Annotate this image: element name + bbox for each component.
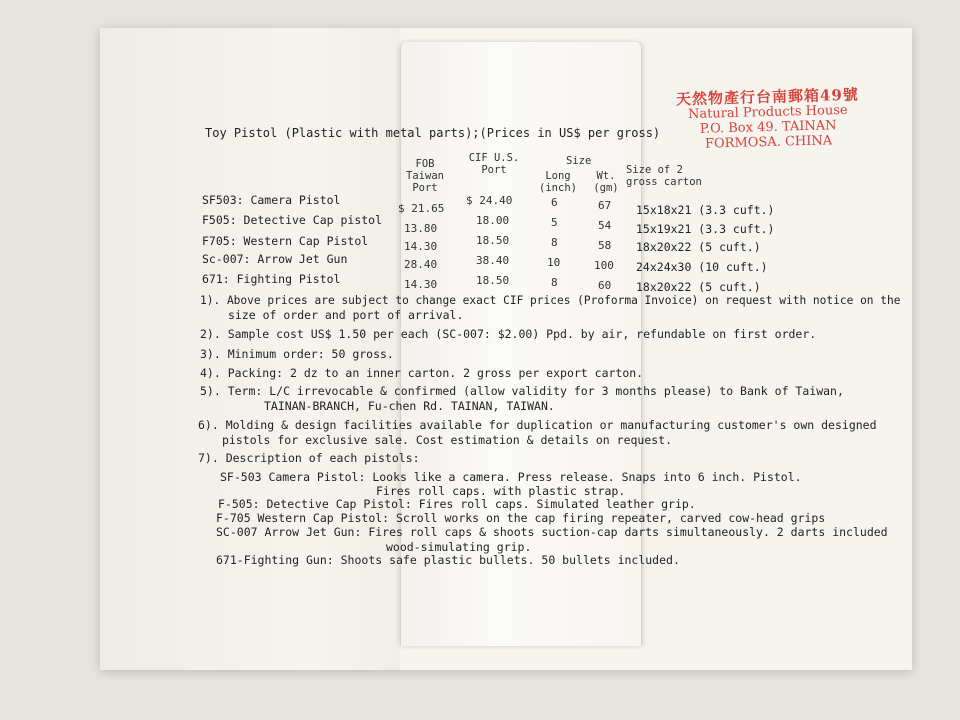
header-cif: CIF U.S. Port: [468, 152, 520, 176]
length: 10: [547, 256, 561, 269]
length: 5: [551, 216, 558, 229]
product-name: 671: Fighting Pistol: [202, 272, 341, 286]
header-wt: Wt. (gm): [593, 170, 619, 194]
company-stamp: [667, 87, 869, 152]
description-line: F-705 Western Cap Pistol: Scroll works on the cap firing repeater, carved cow-head grips: [216, 511, 826, 525]
length: 8: [551, 276, 558, 289]
description-line: Fires roll caps. with plastic strap.: [376, 484, 626, 498]
cif-price: 18.00: [476, 214, 510, 227]
cif-price: 18.50: [476, 234, 510, 247]
length: 8: [551, 236, 558, 249]
description-line: SC-007 Arrow Jet Gun: Fires roll caps & shoots suction-cap darts simultaneously. 2 darts included: [216, 525, 888, 539]
note-line: 2). Sample cost US$ 1.50 per each (SC-007: $2.00) Ppd. by air, refundable on first order.: [200, 327, 817, 341]
note-line: TAINAN-BRANCH, Fu-chen Rd. TAINAN, TAIWAN.: [264, 399, 555, 413]
fob-price: $ 21.65: [398, 202, 445, 215]
header-size: Size: [566, 155, 592, 167]
description-line: wood-simulating grip.: [386, 540, 532, 554]
fob-price: 14.30: [404, 278, 438, 291]
product-name: SF503: Camera Pistol: [202, 193, 341, 207]
weight: 100: [594, 259, 614, 272]
length: 6: [551, 196, 558, 209]
weight: 54: [598, 219, 612, 232]
stamp-line3: FORMOSA. CHINA: [704, 133, 833, 152]
carton-size: 18x20x22 (5 cuft.): [636, 280, 761, 294]
product-name: F505: Detective Cap pistol: [202, 213, 383, 227]
description-line: SF-503 Camera Pistol: Looks like a camera. Press release. Snaps into 6 inch. Pistol.: [220, 470, 802, 484]
carton-size: 15x19x21 (3.3 cuft.): [636, 222, 775, 236]
note-line: 5). Term: L/C irrevocable & confirmed (allow validity for 3 months please) to Bank of Taiwan,: [200, 384, 844, 398]
weight: 60: [598, 279, 612, 292]
fob-price: 14.30: [404, 240, 438, 253]
description-line: F-505: Detective Cap Pistol: Fires roll caps. Simulated leather grip.: [218, 497, 696, 511]
note-line: size of order and port of arrival.: [228, 308, 464, 322]
carton-size: 24x24x30 (10 cuft.): [636, 260, 768, 274]
note-line: 3). Minimum order: 50 gross.: [200, 347, 394, 361]
header-fob: FOB Taiwan Port: [406, 158, 444, 194]
carton-size: 18x20x22 (5 cuft.): [636, 240, 761, 254]
note-line: 7). Description of each pistols:: [198, 451, 420, 465]
weight: 67: [598, 199, 612, 212]
fob-price: 28.40: [404, 258, 438, 271]
price-list-title: Toy Pistol (Plastic with metal parts);(Prices in US$ per gross): [205, 126, 661, 140]
note-line: pistols for exclusive sale. Cost estimation & details on request.: [222, 433, 673, 447]
weight: 58: [598, 239, 612, 252]
cif-price: $ 24.40: [466, 194, 513, 207]
note-line: 6). Molding & design facilities available for duplication or manufacturing customer's own designed: [198, 418, 877, 432]
carton-size: 15x18x21 (3.3 cuft.): [636, 203, 775, 217]
product-name: F705: Western Cap Pistol: [202, 234, 369, 248]
note-line: 1). Above prices are subject to change exact CIF prices (Proforma Invoice) on request with notice on the: [200, 294, 901, 307]
description-line: 671-Fighting Gun: Shoots safe plastic bullets. 50 bullets included.: [216, 553, 680, 567]
stamp-line2: P.O. Box 49. TAINAN: [699, 118, 837, 137]
note-line: 4). Packing: 2 dz to an inner carton. 2 gross per export carton.: [200, 366, 644, 380]
stamp-line1: Natural Products House: [687, 102, 848, 123]
stamp-chinese: 天然物產行台南郵箱49號: [675, 85, 860, 109]
header-carton: Size of 2 gross carton: [626, 164, 702, 188]
cif-price: 18.50: [476, 274, 510, 287]
header-long: Long (inch): [539, 170, 577, 194]
cif-price: 38.40: [476, 254, 510, 267]
product-name: Sc-007: Arrow Jet Gun: [202, 252, 348, 266]
fob-price: 13.80: [404, 222, 438, 235]
